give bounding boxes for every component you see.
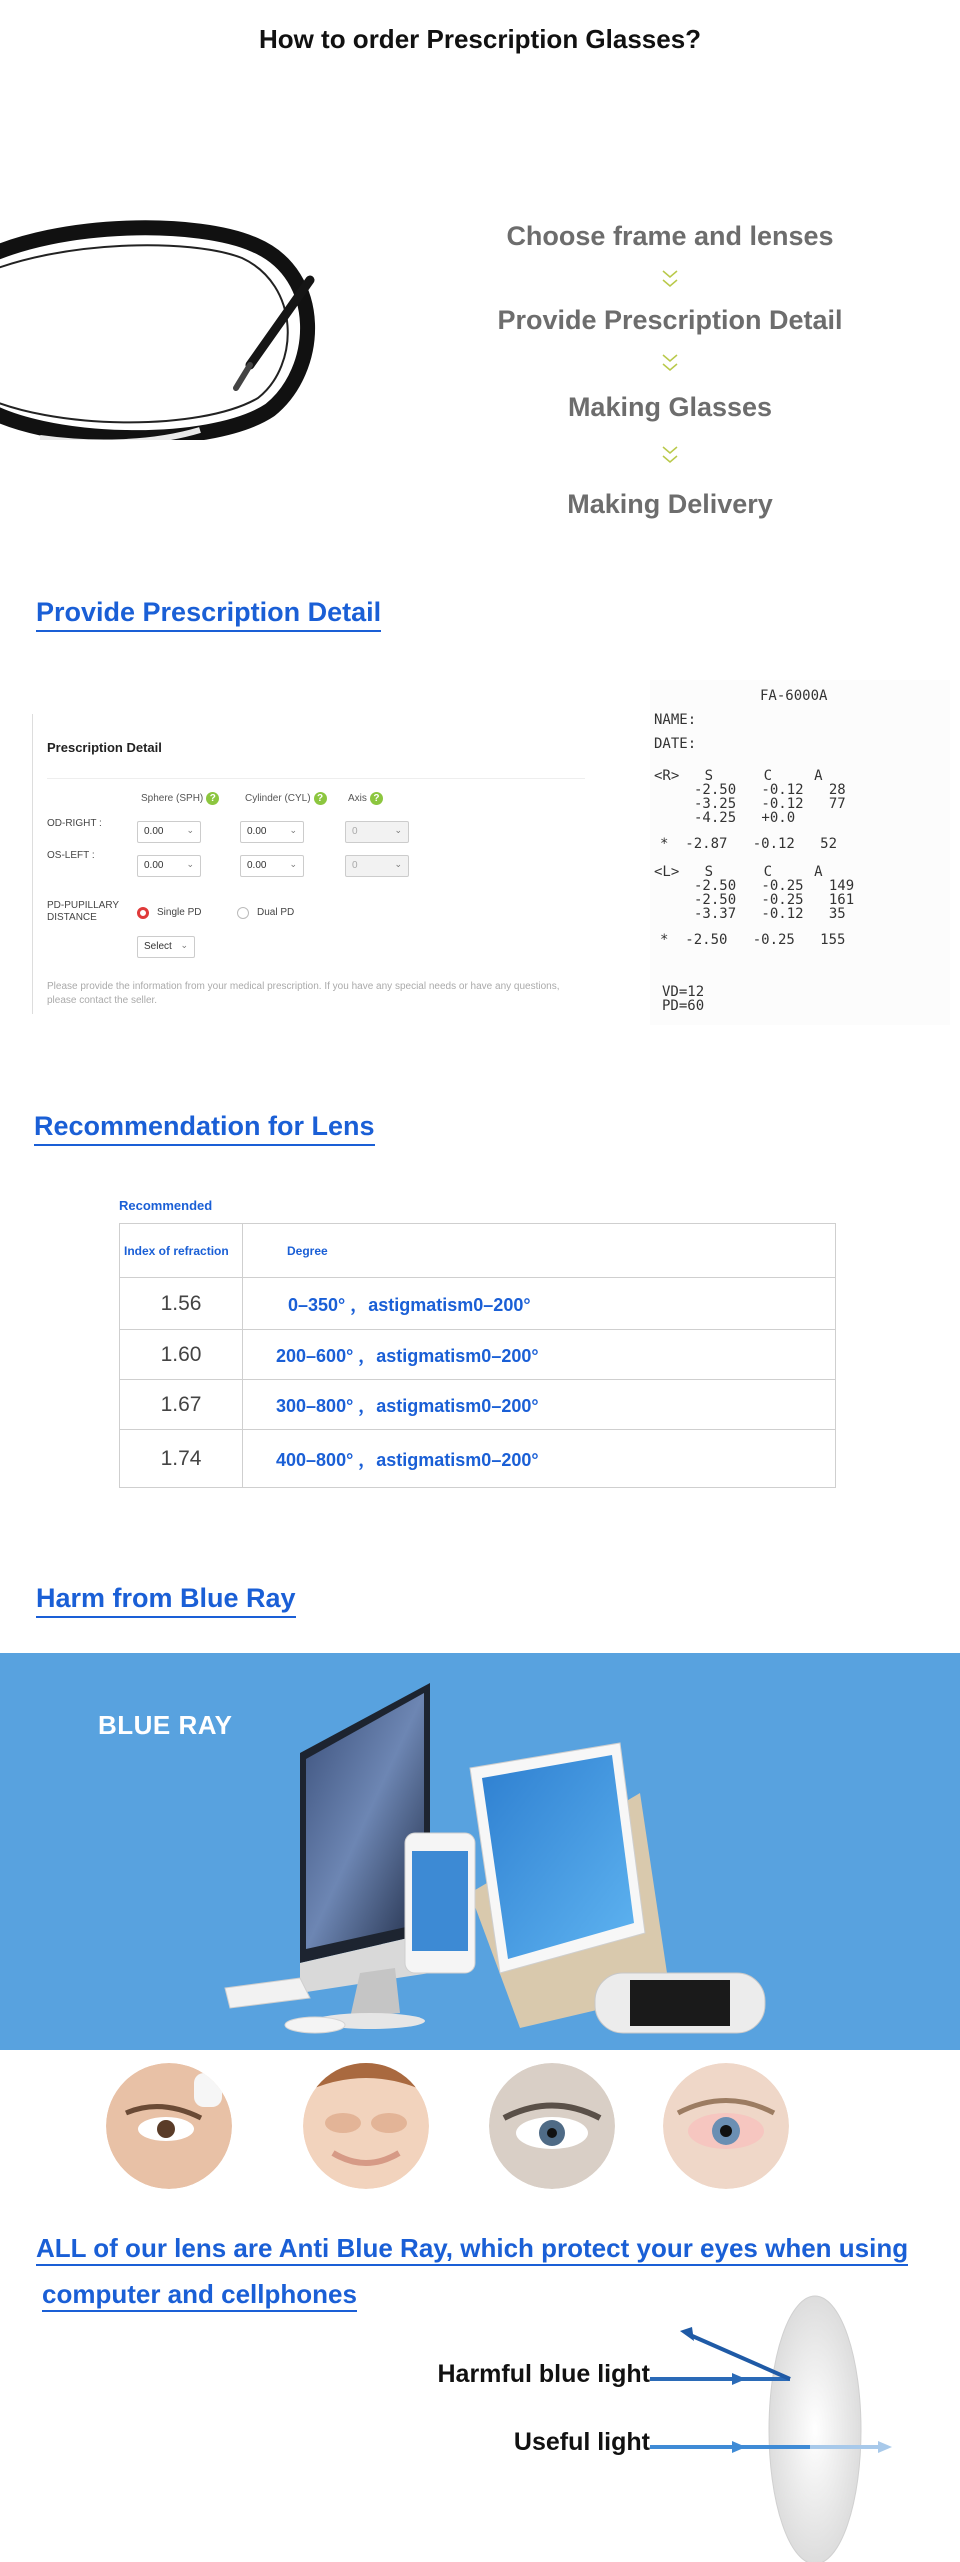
help-icon[interactable]: ?: [314, 792, 327, 805]
column-sphere: Sphere (SPH) ?: [141, 792, 219, 805]
chevron-down-icon: [460, 352, 880, 376]
table-row: [120, 1278, 836, 1330]
pd-select[interactable]: Select ⌄: [137, 936, 195, 958]
printout-date: DATE:: [654, 736, 697, 752]
sphere-os-select[interactable]: 0.00 ⌄: [137, 855, 201, 877]
section-heading-blue-ray: Harm from Blue Ray: [36, 1583, 296, 1618]
printout-l1: -2.50 -0.25 149: [694, 878, 855, 894]
eye-strain-image-2: [303, 2063, 429, 2189]
chevron-down-icon: ⌄: [186, 825, 194, 835]
dual-pd-radio[interactable]: [237, 907, 249, 919]
column-axis: Axis ?: [348, 792, 383, 805]
form-note: Please provide the information from your medical prescription. If you have any special needs or have any questions, please contact the seller.: [47, 981, 560, 1006]
chevron-down-icon: ⌄: [289, 825, 297, 835]
section-heading-recommendation: Recommendation for Lens: [34, 1111, 375, 1146]
eye-strain-image-3: [489, 2063, 615, 2189]
printout-r2: -3.25 -0.12 77: [694, 796, 846, 812]
cylinder-os-select[interactable]: 0.00 ⌄: [240, 855, 304, 877]
eye-strain-image-4: [663, 2063, 789, 2189]
axis-od-select[interactable]: 0 ⌄: [345, 821, 409, 843]
anti-blue-ray-heading: ALL of our lens are Anti Blue Ray, which protect your eyes when using computer and cellphones: [36, 2225, 936, 2317]
prescription-printout: [650, 680, 950, 1025]
form-title: Prescription Detail: [47, 740, 162, 755]
label-od-right: OD-RIGHT :: [47, 818, 102, 829]
recommendation-table: [119, 1223, 836, 1488]
dual-pd-label: Dual PD: [257, 907, 295, 918]
printout-name: NAME:: [654, 712, 697, 728]
printout-r-avg: * -2.87 -0.12 52: [660, 836, 838, 852]
cell-degree: 300–800° ，astigmatism0–200°: [243, 1380, 836, 1430]
cell-index: 1.60: [120, 1330, 243, 1380]
chevron-down-icon: ⌄: [394, 859, 402, 869]
prescription-form: [32, 714, 592, 1014]
banner-title: BLUE RAY: [98, 1710, 233, 1740]
harmful-light-label: Harmful blue light: [437, 2360, 650, 2388]
cell-degree: 0–350° ，astigmatism0–200°: [243, 1278, 836, 1330]
label-os-left: OS-LEFT :: [47, 850, 95, 861]
step-making-delivery: Making Delivery: [567, 489, 773, 519]
chevron-down-icon: ⌄: [289, 859, 297, 869]
sphere-od-select[interactable]: 0.00 ⌄: [137, 821, 201, 843]
cylinder-od-select[interactable]: 0.00 ⌄: [240, 821, 304, 843]
single-pd-radio[interactable]: [137, 907, 149, 919]
printout-r-header: <R> S C A: [654, 768, 823, 784]
devices-illustration: [220, 1673, 780, 2043]
column-index: Index of refraction: [120, 1224, 243, 1278]
help-icon[interactable]: ?: [370, 792, 383, 805]
printout-r3: -4.25 +0.0: [694, 810, 796, 826]
table-caption: Recommended: [119, 1198, 213, 1213]
help-icon[interactable]: ?: [206, 792, 219, 805]
printout-model: FA-6000A: [760, 688, 828, 704]
printout-r1: -2.50 -0.12 28: [694, 782, 846, 798]
cell-index: 1.74: [120, 1430, 243, 1488]
glasses-image: [0, 200, 340, 440]
blue-ray-banner: [0, 1653, 960, 2050]
divider: [47, 778, 585, 779]
printout-l-header: <L> S C A: [654, 864, 823, 880]
printout-l3: -3.37 -0.12 35: [694, 906, 846, 922]
lens-diagram: [650, 2295, 960, 2562]
chevron-down-icon: [460, 444, 880, 468]
step-choose-frame: Choose frame and lenses: [506, 221, 834, 251]
useful-light-label: Useful light: [513, 2428, 650, 2456]
column-degree: Degree: [243, 1224, 836, 1278]
cell-degree: 200–600° ，astigmatism0–200°: [243, 1330, 836, 1380]
section-heading-prescription: Provide Prescription Detail: [36, 597, 381, 632]
axis-os-select[interactable]: 0 ⌄: [345, 855, 409, 877]
cell-index: 1.56: [120, 1278, 243, 1330]
step-prescription: Provide Prescription Detail: [497, 305, 843, 335]
printout-vd: VD=12: [662, 984, 705, 1000]
page-title: How to order Prescription Glasses?: [258, 24, 702, 54]
printout-pd: PD=60: [662, 998, 705, 1014]
step-making-glasses: Making Glasses: [567, 392, 773, 422]
table-row: [120, 1430, 836, 1488]
single-pd-label: Single PD: [157, 907, 202, 918]
table-row: [120, 1330, 836, 1380]
printout-l-avg: * -2.50 -0.25 155: [660, 932, 846, 948]
column-cylinder: Cylinder (CYL) ?: [245, 792, 327, 805]
eye-strain-image-1: [106, 2063, 232, 2189]
cell-index: 1.67: [120, 1380, 243, 1430]
table-header-row: [120, 1224, 836, 1278]
label-pd: PD-PUPILLARY DISTANCE: [47, 900, 120, 923]
chevron-down-icon: ⌄: [186, 859, 194, 869]
chevron-down-icon: ⌄: [394, 825, 402, 835]
chevron-down-icon: ⌄: [180, 940, 188, 950]
table-row: [120, 1380, 836, 1430]
cell-degree: 400–800° ，astigmatism0–200°: [243, 1430, 836, 1488]
printout-l2: -2.50 -0.25 161: [694, 892, 855, 908]
chevron-down-icon: [460, 268, 880, 292]
